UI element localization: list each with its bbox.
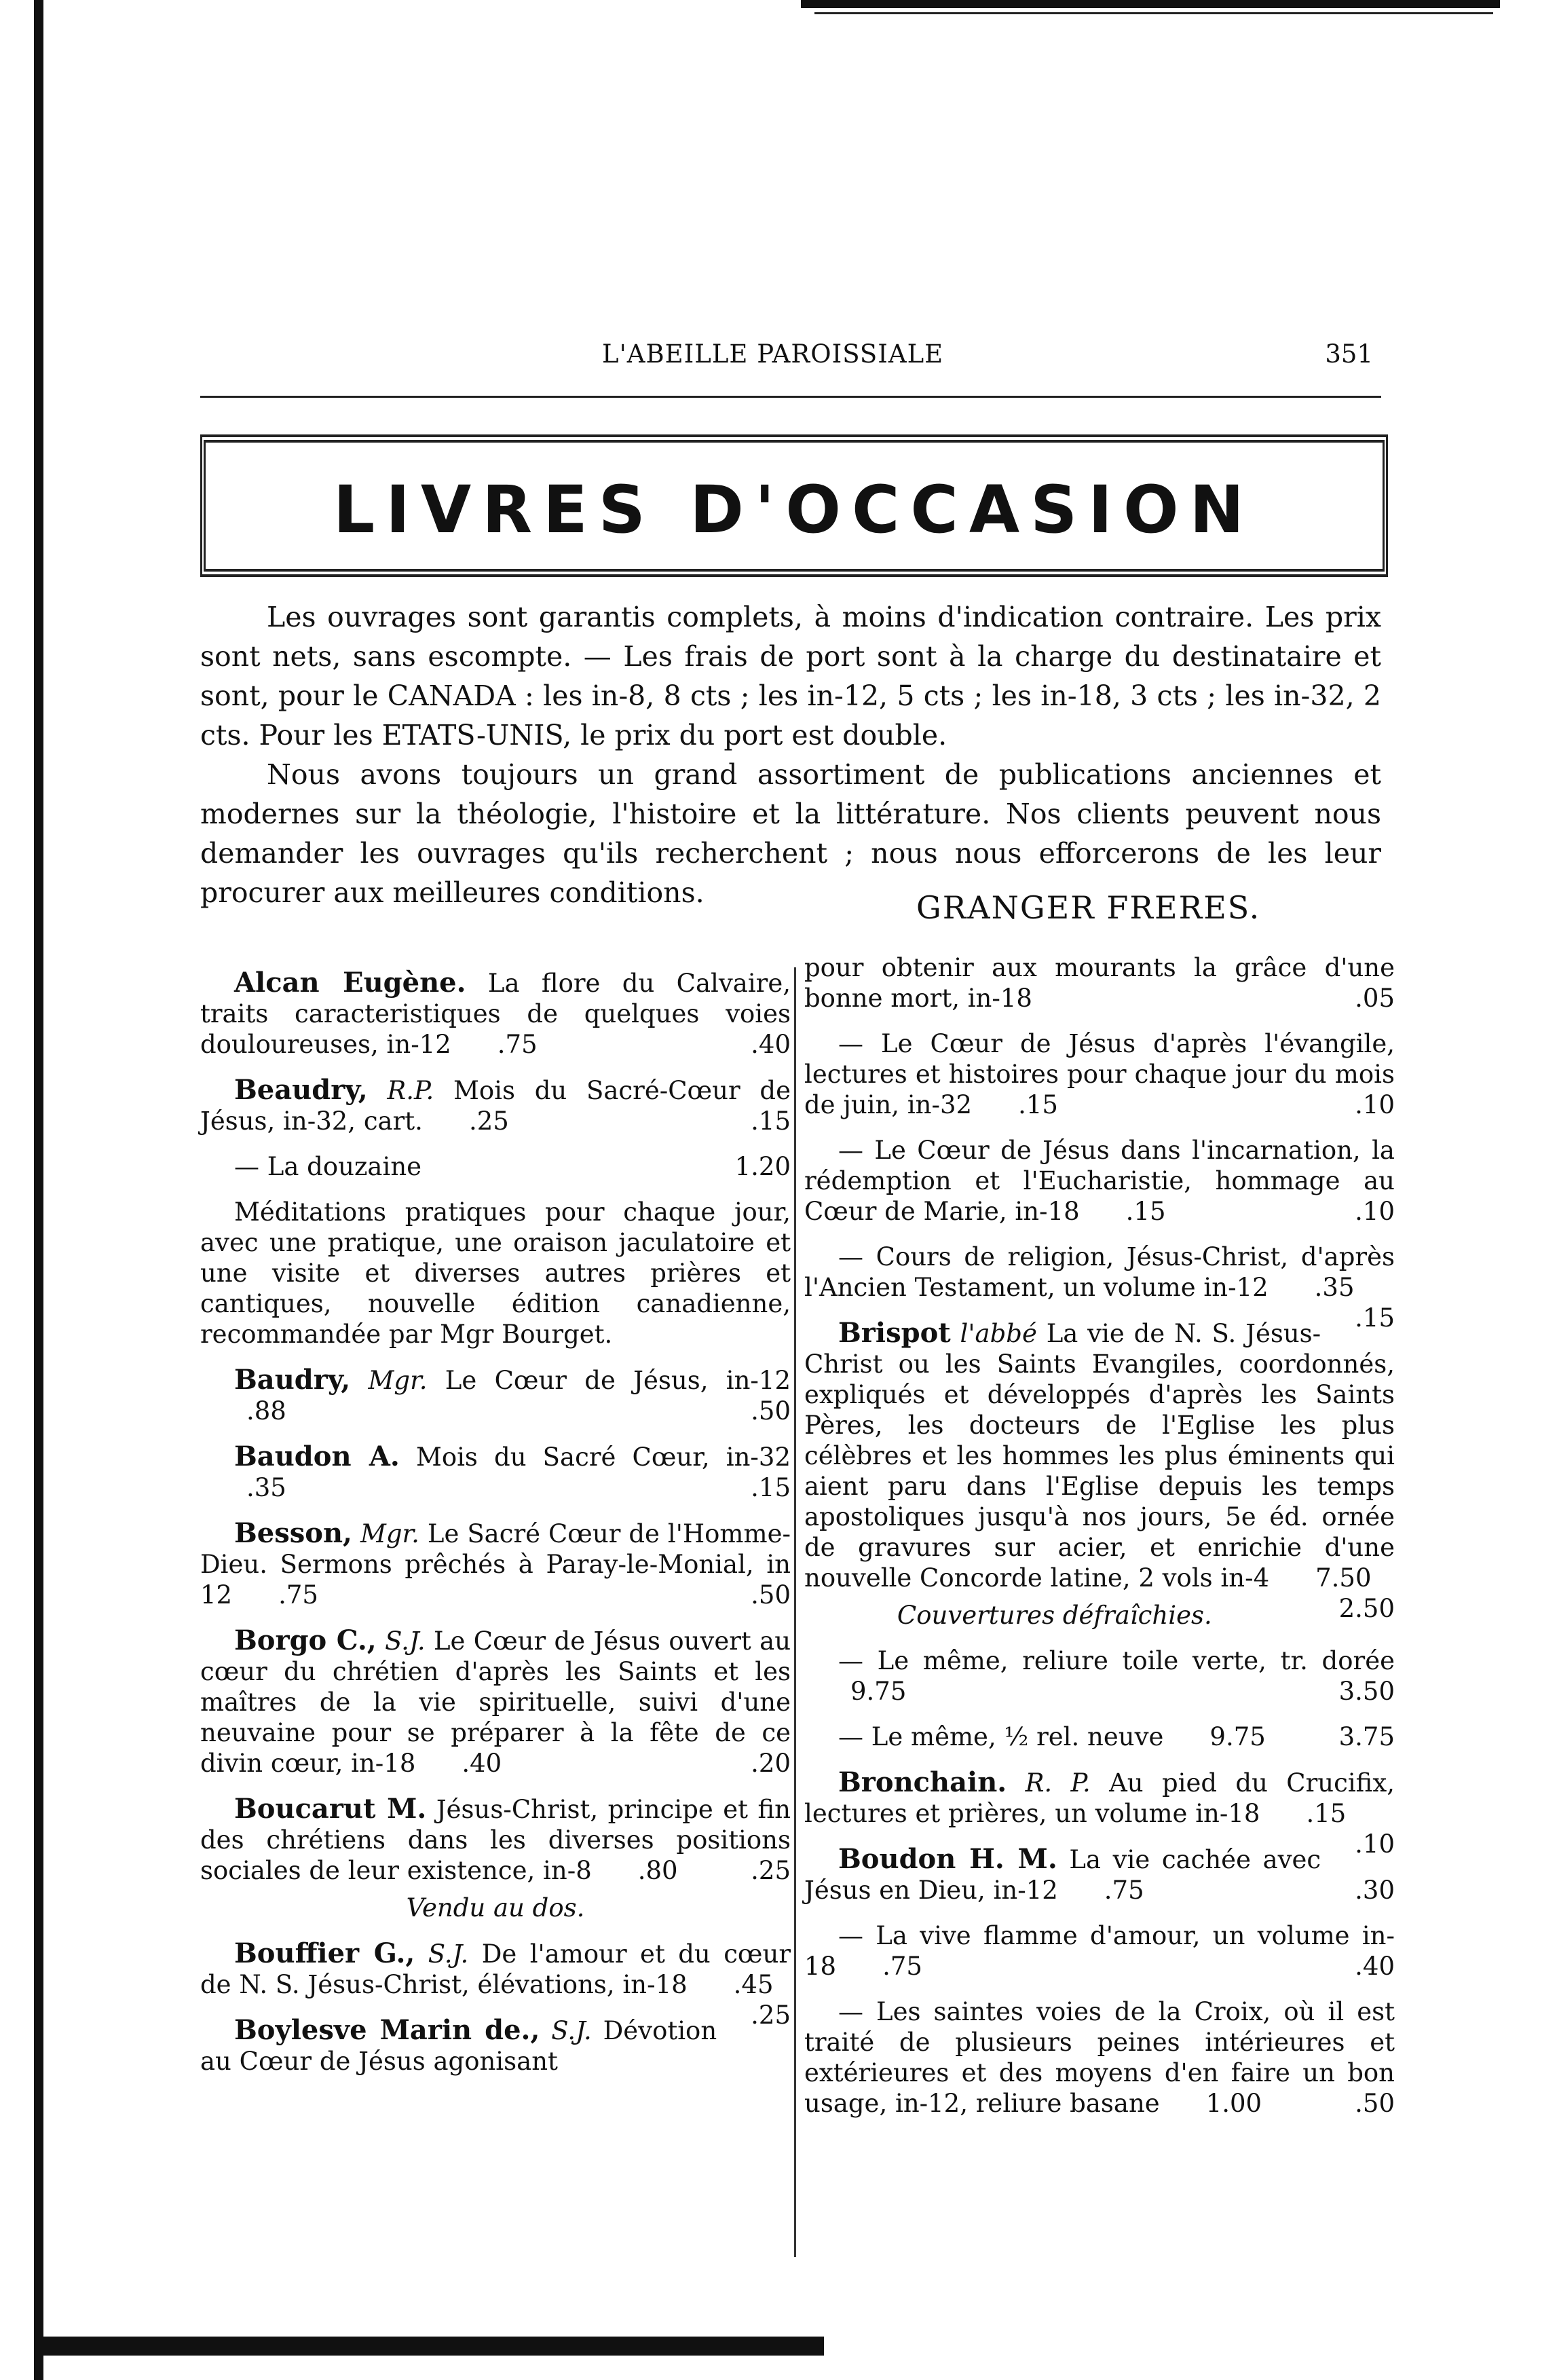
book-description: — Les saintes voies de la Croix, où il est traité de plusieurs peines intérieures et extérieures et des moyens d'en faire un bon usage, in-12, reliure basane [804, 1997, 1395, 2118]
intro-paragraph-2: Nous avons toujours un grand assortiment de publications anciennes et modernes sur la théologie, l'histoire et la littérature. Nos clients peuvent nous demander les ouvrages qu'ils recherchent ; nous nous efforcerons de les leur procurer aux meilleures conditions. [200, 758, 1381, 909]
book-description: Mois du Sacré-Cœur de Jésus, in-32, cart. [200, 1076, 791, 1136]
author-title: R. P. [1025, 1768, 1091, 1798]
original-price: 7.50 [1315, 1563, 1372, 1593]
sale-price: .15 [1355, 1303, 1395, 1333]
book-description: Mois du Sacré Cœur, in-32 [415, 1443, 791, 1472]
book-listing [804, 1645, 1395, 1707]
author-name: Brispot [838, 1317, 951, 1349]
sale-price: .30 [1355, 1876, 1395, 1905]
author-title: l'abbé [960, 1319, 1037, 1348]
original-price: 9.75 [1209, 1722, 1266, 1751]
author-title: R.P. [387, 1076, 434, 1105]
book-description: — Le même, ½ rel. neuve [838, 1722, 1164, 1751]
original-price: .35 [246, 1473, 286, 1502]
book-listing [200, 1364, 791, 1426]
book-description: Le Cœur de Jésus ouvert au cœur du chrétien d'après les Saints et les maîtres de la vie spirituelle, suivi d'une neuvaine pour se préparer à la fête de ce divin cœur, in-18 [200, 1626, 791, 1778]
book-description: — La vive flamme d'amour, un volume in-18 [804, 1921, 1395, 1981]
original-price: 9.75 [850, 1677, 907, 1706]
original-price: .40 [462, 1749, 502, 1778]
sale-price: .40 [751, 1030, 791, 1059]
scan-edge-top-rule [814, 12, 1493, 14]
sale-price: .25 [751, 1856, 791, 1885]
book-listing [804, 952, 1395, 1014]
book-description: De l'amour et du cœur de N. S. Jésus-Christ, élévations, in-18 [200, 1939, 791, 1999]
intro-paragraph-1: Les ouvrages sont garantis complets, à moins d'indication contraire. Les prix sont nets, sans escompte. — Les frais de port sont à la charge du destinataire et sont, pour le CANADA : les in-8, 8 cts ; les in-12, 5 cts ; les in-18, 3 cts ; les in-32, 2 cts. Pour les ETATS-UNIS, le prix du port est double. [200, 601, 1381, 751]
author-name: Boylesve Marin de., [234, 2014, 540, 2046]
book-listing [200, 1518, 791, 1610]
author-name: Borgo C., [234, 1624, 377, 1656]
book-description: Le Cœur de Jésus, in-12 [445, 1366, 791, 1395]
section-title: LIVRES D'OCCASION [333, 472, 1255, 548]
author-title: S.J. [551, 2016, 592, 2045]
original-price: .75 [497, 1030, 538, 1059]
author-name: Alcan Eugène. [234, 967, 466, 999]
book-description: pour obtenir aux mourants la grâce d'une bonne mort, in-18 [804, 953, 1395, 1013]
sale-price: .40 [1355, 1952, 1395, 1981]
original-price: .75 [278, 1580, 318, 1610]
author-title: S.J. [385, 1626, 426, 1656]
author-name: Boudon H. M. [838, 1843, 1057, 1875]
book-listing [804, 1028, 1395, 1120]
book-description: — Le Cœur de Jésus d'après l'évangile, lectures et histoires pour chaque jour du mois de juin, in-32 [804, 1029, 1395, 1119]
sale-price: .50 [751, 1580, 791, 1610]
author-title: S.J. [428, 1939, 469, 1969]
original-price: .88 [246, 1396, 286, 1426]
author-name: Bouffier G., [234, 1937, 415, 1969]
book-listing [200, 1793, 791, 1886]
book-description: — La douzaine [234, 1152, 422, 1181]
sale-price: .10 [1355, 1829, 1395, 1859]
original-price: .15 [1125, 1197, 1166, 1226]
scan-edge-top [801, 0, 1500, 8]
header-rule [200, 396, 1381, 398]
book-listing [804, 1920, 1395, 1982]
right-column [804, 953, 1395, 2134]
book-description: Jésus-Christ, principe et fin des chrétiens dans les diverses positions sociales de leur existence, in-8 [200, 1795, 791, 1885]
listing-note: Couvertures défraîchies. [897, 1601, 1212, 1630]
book-listing [200, 1151, 791, 1182]
original-price: .15 [1306, 1799, 1347, 1828]
sale-price: 2.50 [1338, 1594, 1395, 1623]
book-listing [200, 1075, 791, 1136]
scan-edge-bottom [43, 2337, 824, 2356]
sale-price: .05 [1355, 984, 1395, 1013]
sale-price: 3.75 [1338, 1722, 1395, 1751]
book-listing [804, 1844, 1395, 1905]
sale-price: 3.50 [1338, 1677, 1395, 1706]
book-description: La vie de N. S. Jésus-Christ ou les Saints Evangiles, coordonnés, expliqués et développés d'après les Saints Pères, les docteurs de l'Eglise les plus célèbres et les hommes les plus éminents qui aient paru dans l'Eglise depuis les temps apostoliques jusqu'à nos jours, 5e éd. ornée de gravures sur acier, et enrichie d'une nouvelle Concorde latine, 2 vols in-4 [804, 1319, 1395, 1593]
left-column [200, 967, 791, 2091]
original-price: .35 [1314, 1273, 1355, 1302]
sale-price: .10 [1355, 1090, 1395, 1119]
author-title: Mgr. [368, 1366, 428, 1395]
author-name: Baudon A. [234, 1440, 400, 1472]
original-price: .25 [468, 1107, 509, 1136]
original-price: .15 [1018, 1090, 1058, 1119]
section-banner [200, 434, 1388, 577]
book-listing [200, 967, 791, 1060]
original-price: .75 [882, 1952, 922, 1981]
book-listing [804, 1996, 1395, 2119]
author-name: Boucarut M. [234, 1793, 427, 1825]
sale-price: .20 [751, 1749, 791, 1778]
book-description: Dévotion au Cœur de Jésus agonisant [200, 2016, 717, 2076]
book-listing [804, 1135, 1395, 1227]
signature: GRANGER FRERES. [916, 889, 1261, 926]
book-description: — Cours de religion, Jésus-Christ, d'après l'Ancien Testament, un volume in-12 [804, 1242, 1395, 1302]
book-listing [200, 1441, 791, 1503]
book-listing [200, 1625, 791, 1779]
book-listing [200, 2015, 791, 2077]
running-title: L'ABEILLE PAROISSIALE [602, 339, 944, 369]
original-price: .80 [637, 1856, 678, 1885]
book-description: — Le Cœur de Jésus dans l'incarnation, la rédemption et l'Eucharistie, hommage au Cœur de Marie, in-18 [804, 1136, 1395, 1226]
sale-price: .50 [1355, 2089, 1395, 2118]
book-listing [804, 1722, 1395, 1752]
sale-price: .25 [751, 2001, 791, 2030]
column-divider [794, 967, 796, 2257]
book-description: La flore du Calvaire, traits caracteristiques de quelques voies douloureuses, in-12 [200, 969, 791, 1059]
page-number: 351 [1325, 339, 1373, 369]
intro-text [200, 597, 1381, 912]
sale-price: .10 [1355, 1197, 1395, 1226]
author-name: Bronchain. [838, 1766, 1007, 1798]
running-head [200, 339, 1381, 373]
original-price: .75 [1104, 1876, 1144, 1905]
book-listing [200, 1197, 791, 1350]
sale-price: .15 [751, 1107, 791, 1136]
listing-note: Vendu au dos. [406, 1893, 585, 1922]
book-description: — Le même, reliure toile verte, tr. dorée [838, 1646, 1395, 1675]
sale-price: .15 [751, 1473, 791, 1502]
sale-price: .50 [751, 1396, 791, 1426]
book-description: Au pied du Crucifix, lectures et prières, un volume in-18 [804, 1768, 1395, 1828]
author-name: Besson, [234, 1517, 352, 1549]
book-description: Le Sacré Cœur de l'Homme-Dieu. Sermons prêchés à Paray-le-Monial, in 12 [200, 1519, 791, 1610]
sale-price: 1.20 [734, 1152, 791, 1181]
book-description: La vie cachée avec Jésus en Dieu, in-12 [804, 1845, 1321, 1905]
author-title: Mgr. [360, 1519, 419, 1548]
book-description: Méditations pratiques pour chaque jour, avec une pratique, une oraison jaculatoire et une visite et diverses autres prières et cantiques, nouvelle édition canadienne, recommandée par Mgr Bourget. [200, 1197, 791, 1349]
original-price: .45 [733, 1970, 774, 1999]
author-name: Beaudry, [234, 1074, 368, 1106]
scan-edge-left [34, 0, 43, 2380]
original-price: 1.00 [1205, 2089, 1262, 2118]
author-name: Baudry, [234, 1364, 351, 1396]
